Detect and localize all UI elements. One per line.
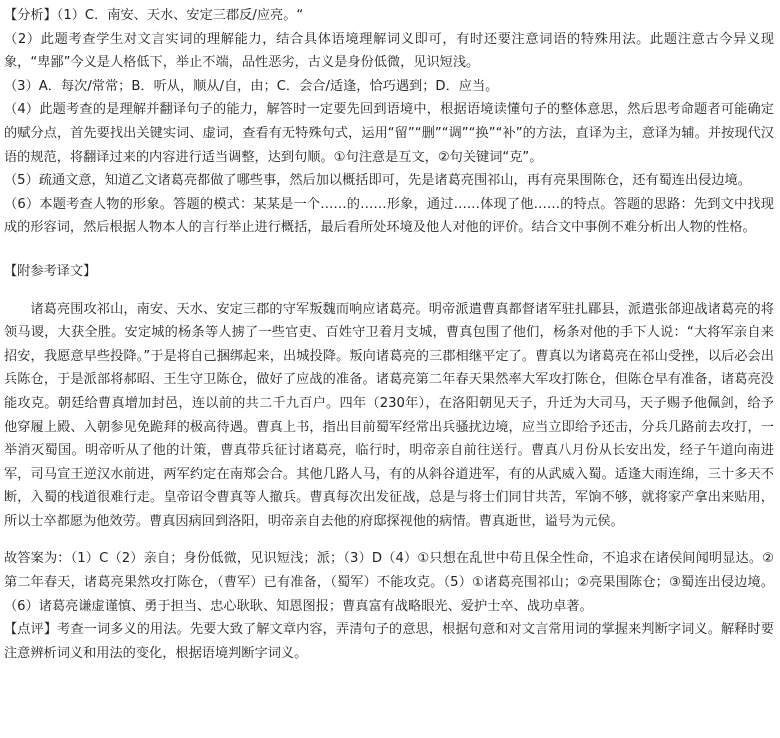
- comment-text: 【点评】考查一词多义的用法。先要大致了解文章内容，弄清句子的意思，根据句意和对文言常用词的掌握来判断字词义。解释时要注意辨析词义和用法的变化，根据语境判断字词义。: [4, 622, 774, 661]
- translation-body: 诸葛亮围攻祁山，南安、天水、安定三郡的守军叛魏而响应诸葛亮。明帝派遣曹真都督诸军驻扎郿县，派遣张郃迎战诸葛亮的将领马谡，大获全胜。安定城的杨条等人掳了一些官吏、百姓守卫着月支城，曹真包围了他们，杨条对他的手下人说：“大将军亲自来招安，我愿意早些投降。”于是将自己捆绑起来，出城投降。叛向诸葛亮的三郡相继平定了。曹真以为诸葛亮在祁山受挫，以后必会出兵陈仓，于是派部将郝昭、王生守卫陈仓，做好了应战的准备。诸葛亮第二年春天果然率大军攻打陈仓，但陈仓早有准备，诸葛亮没能攻克。朝廷给曹真增加封邑，连以前的共二千九百户。四年（230年），在洛阳朝见天子，升迁为大司马，天子赐予他佩剑，给予他穿履上殿、入朝参见免跪拜的极高待遇。曹真上书，指出目前蜀军经常出兵骚扰边境，应当立即给予还击，分兵几路前去攻打，一举消灭蜀国。明帝听从了他的计策，曹真带兵征讨诸葛亮，临行时，明帝亲自前往送行。曹真八月份从长安出发，经子午道向南进军，司马宣王逆汉水前进，两军约定在南郑会合。其他几路人马，有的从斜谷道进军，有的从武威入蜀。适逢大雨连绵，三十多天不断，入蜀的栈道很难行走。皇帝诏令曹真等人撤兵。曹真每次出发征战，总是与将士们同甘共苦，军饷不够，就将家产拿出来贴用，所以士卒都愿为他效劳。曹真因病回到洛阳，明帝亲自去他的府邸探视他的病情。曹真逝世，谥号为元侯。: [4, 301, 774, 529]
- answers-text: 故答案为：（1）C（2）亲自；身份低微，见识短浅；派；（3）D（4）①只想在乱世中苟且保全性命，不追求在诸侯间闻明显达。②第二年春天，诸葛亮果然攻打陈仓，（曹军）已有准备，（蜀军）不能攻克。（5）①诸葛亮围祁山；②亮果围陈仓；③蜀连出侵边境。（6）诸葛亮谦虚谨慎、勇于担当、忠心耿耿、知恩图报；曹真富有战略眼光、爱护士卒、战功卓著。: [4, 551, 774, 614]
- analysis-item-3: （3）A．每次/常常；B．听从，顺从/自，由；C．会合/适逢，恰巧遇到；D．应当。: [4, 78, 499, 94]
- translation-section: [4, 260, 774, 534]
- analysis-item-6: （6）本题考查人物的形象。答题的模式：某某是一个……的……形象，通过……体现了他……的特点。答题的思路：先到文中找现成的形容词，然后根据人物本人的言行举止进行概括，最后看所处环境及他人对他的评价。结合文中事例不难分析出人物的性格。: [4, 196, 774, 236]
- analysis-item-2: （2）此题考查学生对文言实词的理解能力，结合具体语境理解词义即可，有时还要注意词语的特殊用法。此题注意古今异义现象，“卑鄙”今义是人格低下，举止不端，品性恶劣，古义是身份低微，见识短浅。: [4, 31, 774, 71]
- analysis-section: [4, 4, 774, 240]
- answers-section: [4, 547, 774, 665]
- analysis-item-1: 【分析】（1）C．南安、天水、安定三郡反/应亮。“: [4, 8, 304, 23]
- section-spacer: [4, 533, 774, 547]
- translation-heading: 【附参考译文】: [4, 263, 97, 279]
- analysis-item-4: （4）此题考查的是理解并翻译句子的能力，解答时一定要先回到语境中，根据语境读懂句子的整体意思，然后思考命题者可能确定的赋分点，首先要找出关键实词、虚词，查看有无特殊句式，运用“留”“删”“调”“换”“补”的方法，直译为主，意译为辅。并按现代汉语的规范，将翻译过来的内容进行适当调整，达到句顺。①句注意是互文，②句关键词“克”。: [4, 102, 774, 165]
- analysis-item-5: （5）疏通文意，知道乙文诸葛亮都做了哪些事，然后加以概括即可，先是诸葛亮围祁山，再有亮果围陈仓，还有蜀连出侵边境。: [4, 173, 751, 189]
- heading-spacer: [4, 284, 774, 298]
- section-spacer: [4, 240, 774, 260]
